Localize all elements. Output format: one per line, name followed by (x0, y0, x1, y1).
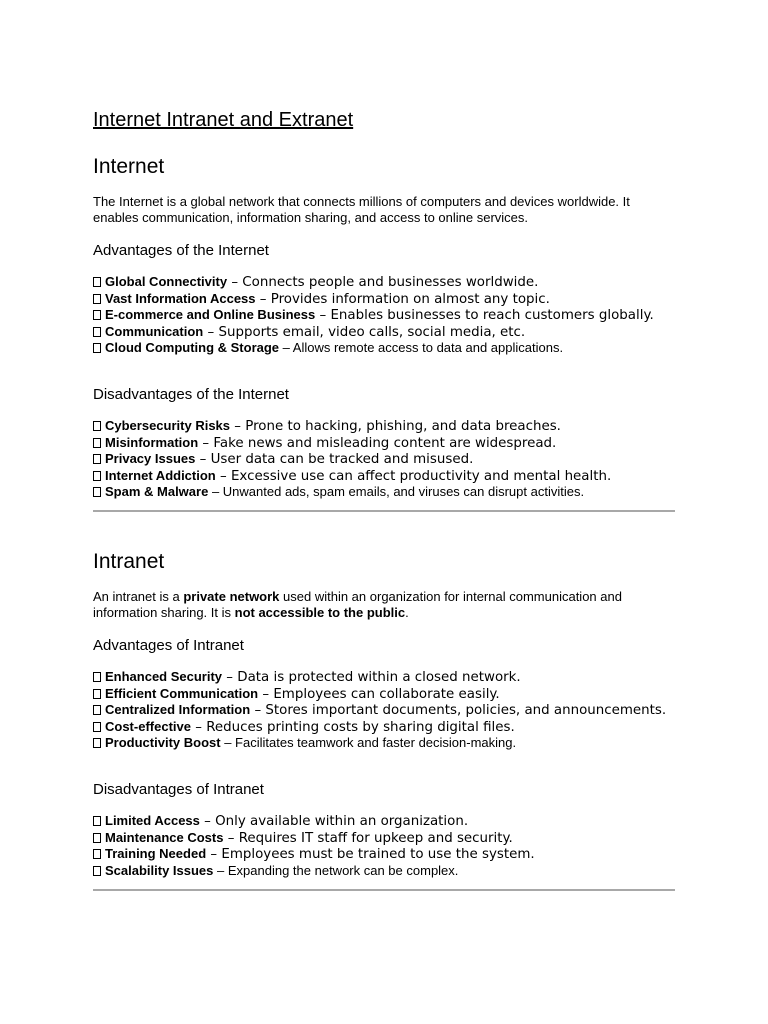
item-separator: – (279, 340, 293, 356)
item-lead: Cost-effective (105, 718, 191, 734)
item-description: Expanding the network can be complex. (227, 862, 459, 878)
item-lead: Vast Information Access (105, 290, 256, 306)
item-description: Excessive use can affect productivity and mental health. (230, 468, 612, 484)
internet-advantages-heading: Advantages of the Internet (93, 242, 269, 259)
item-separator: – (199, 814, 216, 829)
item-separator: – (190, 719, 207, 735)
item-separator: – (206, 847, 222, 863)
item-description: Allows remote access to data and applications. (292, 340, 564, 356)
list-item (93, 291, 675, 308)
item-description: Unwanted ads, spam emails, and viruses can disrupt activities. (222, 484, 585, 500)
intranet-advantages-list (93, 669, 675, 751)
item-lead: Centralized Information (105, 702, 251, 718)
item-separator: – (223, 830, 239, 846)
list-item (93, 702, 675, 719)
missing-glyph-box-icon (93, 487, 101, 497)
missing-glyph-box-icon (93, 471, 101, 481)
missing-glyph-box-icon (93, 454, 101, 464)
item-lead: Cybersecurity Risks (105, 418, 231, 433)
item-lead: Internet Addiction (105, 467, 216, 483)
item-separator: – (220, 735, 236, 751)
list-item (93, 435, 675, 452)
item-lead: Maintenance Costs (105, 829, 224, 845)
internet-advantages-list (93, 274, 675, 356)
item-lead: Communication (105, 323, 204, 339)
item-lead: Misinformation (105, 434, 199, 450)
item-description: Fake news and misleading content are widespread. (213, 435, 557, 451)
item-description: Enables businesses to reach customers globally. (330, 308, 654, 324)
item-description: Reduces printing costs by sharing digital files. (206, 719, 515, 735)
item-description: Employees can collaborate easily. (273, 686, 500, 702)
missing-glyph-box-icon (93, 689, 101, 699)
list-item (93, 846, 675, 863)
item-separator: – (213, 862, 228, 878)
item-description: Prone to hacking, phishing, and data breaches. (245, 419, 561, 434)
item-lead: Efficient Communication (105, 685, 259, 701)
missing-glyph-box-icon (93, 722, 101, 732)
item-description: Employees must be trained to use the system. (221, 847, 535, 863)
document-title: Internet Intranet and Extranet (93, 109, 354, 131)
list-item (93, 830, 675, 847)
missing-glyph-box-icon (93, 343, 101, 353)
section-divider (93, 510, 675, 512)
intro-emphasis: not accessible to the public (234, 604, 406, 620)
intranet-intro (93, 589, 675, 620)
item-description: Facilitates teamwork and faster decision-making. (235, 735, 517, 751)
item-lead: Cloud Computing & Storage (105, 340, 280, 356)
item-description: Supports email, video calls, social media, etc. (218, 324, 526, 340)
item-description: Only available within an organization. (215, 814, 469, 829)
missing-glyph-box-icon (93, 705, 101, 715)
item-lead: Privacy Issues (105, 451, 196, 467)
missing-glyph-box-icon (93, 438, 101, 448)
intranet-disadvantages-heading: Disadvantages of Intranet (93, 781, 264, 798)
item-separator: – (227, 275, 243, 290)
missing-glyph-box-icon (93, 816, 101, 826)
item-lead: Limited Access (105, 813, 200, 828)
internet-disadvantages-list (93, 418, 675, 500)
internet-intro: The Internet is a global network that connects millions of computers and devices worldwide. It enables communication, information sharing, and access to online services. (93, 194, 630, 225)
list-item (93, 669, 675, 686)
intranet-disadvantages-list (93, 813, 675, 878)
list-item (93, 418, 675, 435)
intro-text: An intranet is a (93, 589, 184, 604)
item-lead: E-commerce and Online Business (105, 307, 316, 323)
list-item (93, 863, 675, 879)
missing-glyph-box-icon (93, 421, 101, 431)
item-separator: – (203, 324, 219, 340)
item-description: User data can be tracked and misused. (210, 452, 474, 468)
list-item (93, 813, 675, 830)
internet-heading: Internet (93, 155, 165, 178)
item-description: Provides information on almost any topic. (270, 291, 550, 307)
intro-text: used within an organization for internal communication and information sharing. It is (93, 589, 622, 620)
item-separator: – (315, 308, 331, 324)
item-separator: – (258, 686, 274, 702)
missing-glyph-box-icon (93, 672, 101, 682)
missing-glyph-box-icon (93, 866, 101, 876)
intro-text: . (405, 604, 409, 620)
list-item (93, 324, 675, 341)
item-description: Connects people and businesses worldwide. (242, 275, 539, 290)
item-separator: – (198, 435, 214, 451)
list-item (93, 274, 675, 291)
section-divider (93, 889, 675, 891)
item-description: Requires IT staff for upkeep and security. (238, 830, 513, 846)
item-separator: – (222, 670, 238, 685)
item-separator: – (255, 291, 271, 307)
item-separator: – (208, 484, 223, 500)
item-lead: Global Connectivity (105, 274, 228, 289)
item-description: Stores important documents, policies, and announcements. (265, 703, 667, 719)
intro-emphasis: private network (183, 589, 280, 604)
missing-glyph-box-icon (93, 327, 101, 337)
item-description: Data is protected within a closed network. (237, 670, 521, 685)
item-lead: Training Needed (105, 846, 207, 862)
list-item (93, 468, 675, 485)
list-item (93, 686, 675, 703)
item-lead: Spam & Malware (105, 484, 209, 500)
missing-glyph-box-icon (93, 277, 101, 287)
list-item (93, 719, 675, 736)
item-separator: – (215, 468, 231, 484)
list-item (93, 484, 675, 500)
missing-glyph-box-icon (93, 849, 101, 859)
missing-glyph-box-icon (93, 833, 101, 843)
intranet-heading: Intranet (93, 550, 165, 573)
list-item (93, 451, 675, 468)
missing-glyph-box-icon (93, 738, 101, 748)
internet-disadvantages-heading: Disadvantages of the Internet (93, 386, 289, 403)
intranet-advantages-heading: Advantages of Intranet (93, 637, 244, 654)
missing-glyph-box-icon (93, 294, 101, 304)
item-separator: – (250, 703, 266, 719)
item-lead: Productivity Boost (105, 735, 221, 751)
item-separator: – (195, 452, 211, 468)
list-item (93, 340, 675, 356)
item-lead: Scalability Issues (105, 862, 214, 878)
list-item (93, 307, 675, 324)
item-lead: Enhanced Security (105, 669, 223, 684)
missing-glyph-box-icon (93, 310, 101, 320)
item-separator: – (230, 419, 246, 434)
list-item (93, 735, 675, 751)
